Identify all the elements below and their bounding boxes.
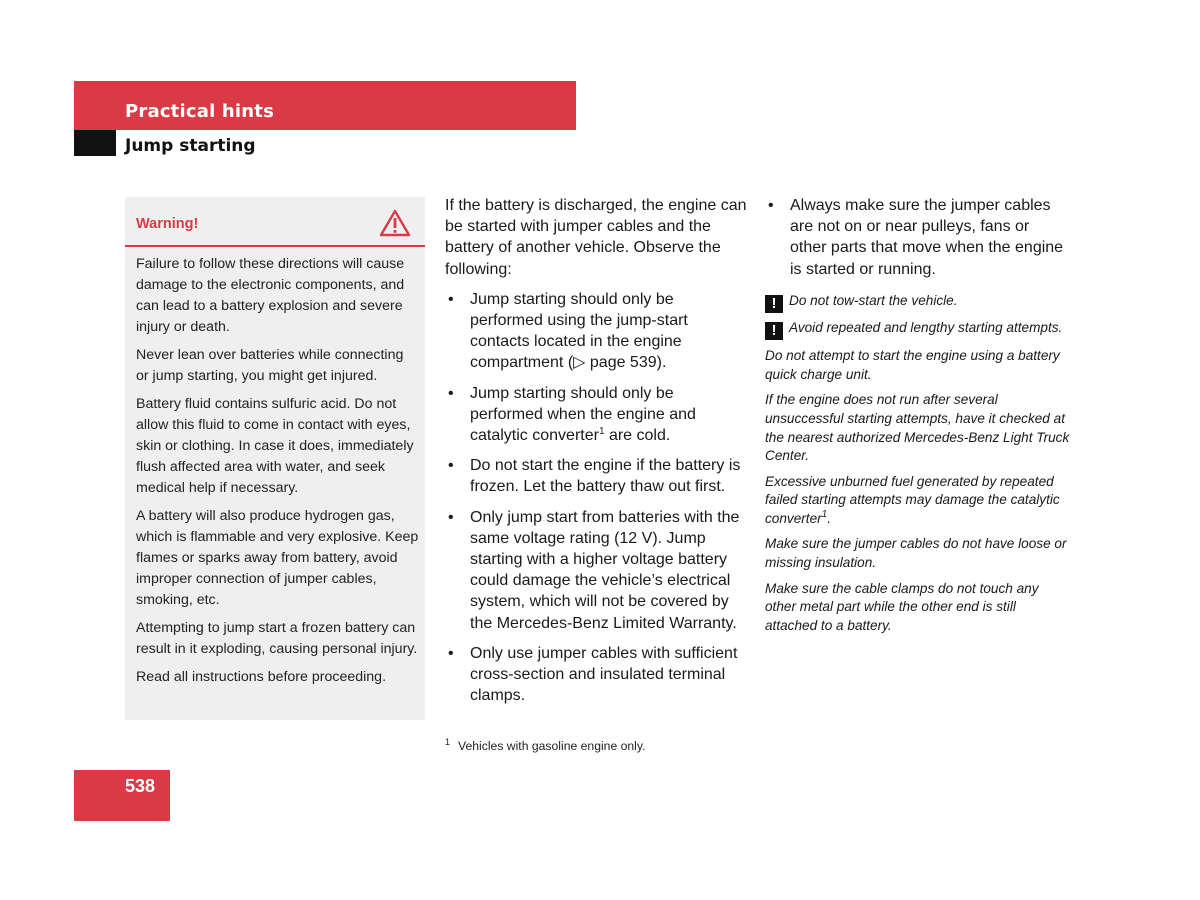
note-paragraph: If the engine does not run after several unsuccessful starting attempts, have it checked at the nearest authorized Mercedes-Benz Light Truck Center. <box>765 391 1070 464</box>
warning-body <box>136 254 419 695</box>
warning-divider <box>125 245 425 247</box>
list-item <box>765 195 1070 280</box>
bullet-icon: • <box>448 384 454 402</box>
bullet-icon: • <box>768 197 774 214</box>
list-item-text-after: are cold. <box>604 427 671 445</box>
bullet-icon: • <box>448 290 454 308</box>
instruction-list <box>445 289 748 707</box>
note-paragraph <box>765 292 1070 313</box>
list-item-text: Jump starting should only be performed using the jump-start contacts located in the engine compartment (▷ page 539). <box>470 290 688 372</box>
note-paragraph: Make sure the cable clamps do not touch any other metal part while the other end is still attached to a battery. <box>765 580 1039 634</box>
page-number: 538 <box>125 776 156 796</box>
note-paragraph: Do not attempt to start the engine using a battery quick charge unit. <box>765 347 1060 382</box>
right-column <box>765 195 1070 642</box>
list-item-text: Always make sure the jumper cables are not on or near pulleys, fans or other parts that move when the engine is started or running. <box>790 197 1064 278</box>
bullet-icon: • <box>448 644 454 662</box>
main-column <box>445 195 748 715</box>
note-paragraph <box>765 319 1070 340</box>
instruction-list <box>765 195 1070 280</box>
subsection-title: Jump starting <box>125 136 256 156</box>
list-item <box>445 289 748 374</box>
warning-paragraph: Attempting to jump start a frozen battery can result in it exploding, causing personal injury. <box>136 620 418 657</box>
footnote-ref: 1 <box>821 509 828 521</box>
bullet-icon: • <box>448 508 454 526</box>
footnote <box>445 737 645 753</box>
footnote-mark: 1 <box>445 737 451 747</box>
warning-paragraph: Never lean over batteries while connecting or jump starting, you might get injured. <box>136 347 404 384</box>
warning-triangle-icon <box>379 209 411 237</box>
warning-paragraph: Failure to follow these directions will cause damage to the electronic components, and can lead to a battery explosion and severe injury or death. <box>136 256 405 335</box>
footnote-text: Vehicles with gasoline engine only. <box>458 739 646 753</box>
list-item <box>445 383 748 447</box>
notes-block <box>765 292 1070 636</box>
list-item-text: Jump starting should only be performed when the engine and catalytic converter <box>470 384 696 445</box>
note-text-after: . <box>827 511 832 527</box>
list-item <box>445 455 748 497</box>
footnote-ref: 1 <box>598 426 605 438</box>
list-item-text: Only jump start from batteries with the same voltage rating (12 V). Jump starting with a higher voltage battery could damage the vehicle’s electrical system, which will not be covered by the Mercedes-Benz Limited Warranty. <box>470 508 740 632</box>
note-text: Do not tow-start the vehicle. <box>789 292 958 308</box>
list-item-text: Only use jumper cables with sufficient cross-section and insulated terminal clamps. <box>470 644 738 705</box>
note-paragraph <box>765 473 1070 529</box>
warning-paragraph: A battery will also produce hydrogen gas, which is flammable and very explosive. Keep flames or sparks away from battery, avoid improper connection of jumper cables, smoking, etc. <box>136 508 419 608</box>
subsection-marker <box>74 130 116 156</box>
warning-box <box>125 197 425 720</box>
exclamation-icon: ! <box>765 295 783 313</box>
note-text: Excessive unburned fuel generated by repeated failed starting attempts may damage the catalytic converter <box>765 473 1060 527</box>
intro-paragraph: If the battery is discharged, the engine can be started with jumper cables and the battery of another vehicle. Observe the following: <box>445 197 747 278</box>
bullet-icon: • <box>448 457 454 475</box>
list-item <box>445 643 748 707</box>
page-number-box <box>74 770 170 821</box>
warning-title: Warning! <box>136 216 199 232</box>
exclamation-icon: ! <box>765 322 783 340</box>
note-text: Avoid repeated and lengthy starting attempts. <box>789 320 1063 336</box>
warning-paragraph: Battery fluid contains sulfuric acid. Do not allow this fluid to come in contact with eyes, skin or clothing. In case it does, immediately flush affected area with water, and seek medical help if necessary. <box>136 396 414 496</box>
warning-header <box>125 197 425 248</box>
list-item-text: Do not start the engine if the battery is frozen. Let the battery thaw out first. <box>470 457 741 496</box>
section-title: Practical hints <box>125 101 275 122</box>
note-paragraph: Make sure the jumper cables do not have loose or missing insulation. <box>765 536 1067 571</box>
warning-paragraph: Read all instructions before proceeding. <box>136 669 387 685</box>
list-item <box>445 507 748 634</box>
